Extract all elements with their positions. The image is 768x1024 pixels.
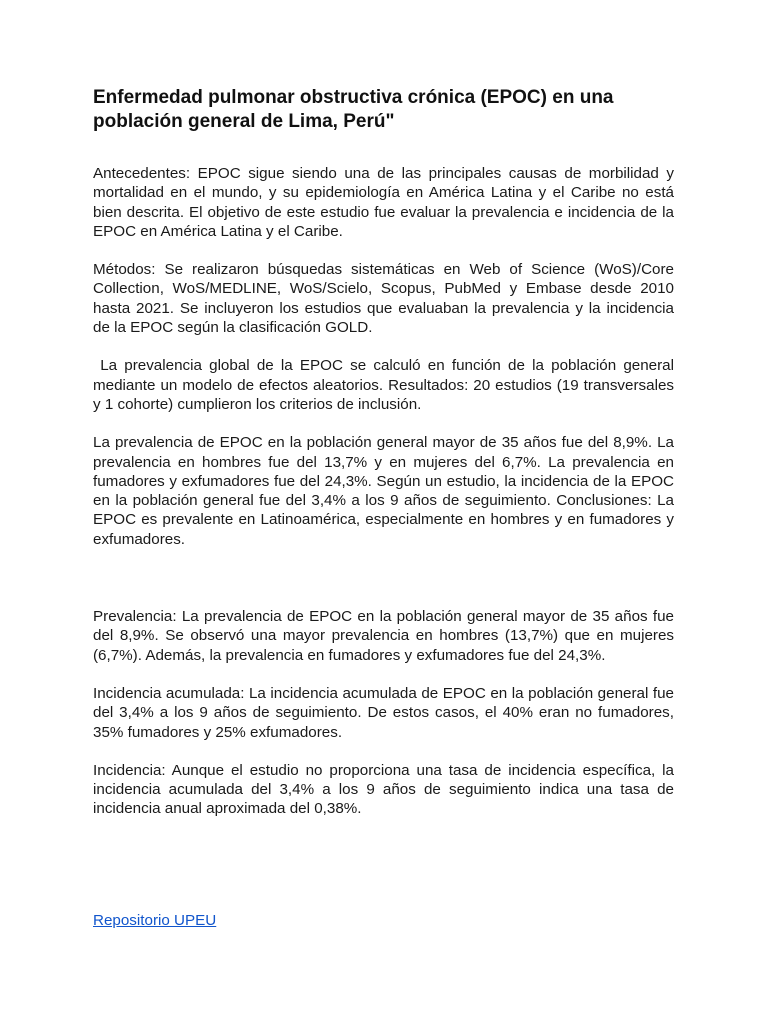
paragraph-incidencia-acumulada: Incidencia acumulada: La incidencia acumulada de EPOC en la población general fue del 3,4% a los 9 años de seguimiento. De estos casos, el 40% eran no fumadores, 35% fumadores y 25% exfumadores. bbox=[93, 684, 674, 741]
paragraph-prevalencia: Prevalencia: La prevalencia de EPOC en la población general mayor de 35 años fue del 8,9%. Se observó una mayor prevalencia en hombres (13,7%) que en mujeres (6,7%). Además, la prevalencia en fumadores y exfumadores fue del 24,3%. bbox=[93, 608, 674, 664]
paragraph-incidencia: Incidencia: Aunque el estudio no proporciona una tasa de incidencia específica, la incidencia acumulada del 3,4% a los 9 años de seguimiento indica una tasa de incidencia anual aproximada del 0,38%. bbox=[93, 761, 674, 818]
paragraph-antecedentes: Antecedentes: EPOC sigue siendo una de las principales causas de morbilidad y mortalidad en el mundo, y su epidemiología en América Latina y el Caribe no está bien descrita. El objetivo de este estudio fue evaluar la prevalencia e incidencia de la EPOC en América Latina y el Caribe. bbox=[93, 165, 674, 240]
paragraph-metodos: Métodos: Se realizaron búsquedas sistemáticas en Web of Science (WoS)/Core Collection, WoS/MEDLINE, WoS/Scielo, Scopus, PubMed y Embase desde 2010 hasta 2021. Se incluyeron los estudios que evaluaban la prevalencia y la incidencia de la EPOC según la clasificación GOLD. bbox=[93, 261, 674, 337]
document-title: Enfermedad pulmonar obstructiva crónica (EPOC) en una población general de Lima, Perú" bbox=[93, 87, 614, 132]
paragraph-prevalencia-global: La prevalencia global de la EPOC se calculó en función de la población general mediante un modelo de efectos aleatorios. Resultados: 20 estudios (19 transversales y 1 cohorte) cumplieron los criterios de inclusión. bbox=[93, 357, 679, 413]
repositorio-upeu-link[interactable]: Repositorio UPEU bbox=[93, 912, 217, 929]
paragraph-resultados-conclusiones: La prevalencia de EPOC en la población general mayor de 35 años fue del 8,9%. La prevalencia en hombres fue del 13,7% y en mujeres del 6,7%. La prevalencia en fumadores y exfumadores fue del 24,3%. Según un estudio, la incidencia de la EPOC en la población general fue del 3,4% a los 9 años de seguimiento. Conclusiones: La EPOC es prevalente en Latinoamérica, especialmente en hombres y en fumadores y exfumadores. bbox=[93, 434, 674, 548]
document-body bbox=[93, 86, 679, 819]
